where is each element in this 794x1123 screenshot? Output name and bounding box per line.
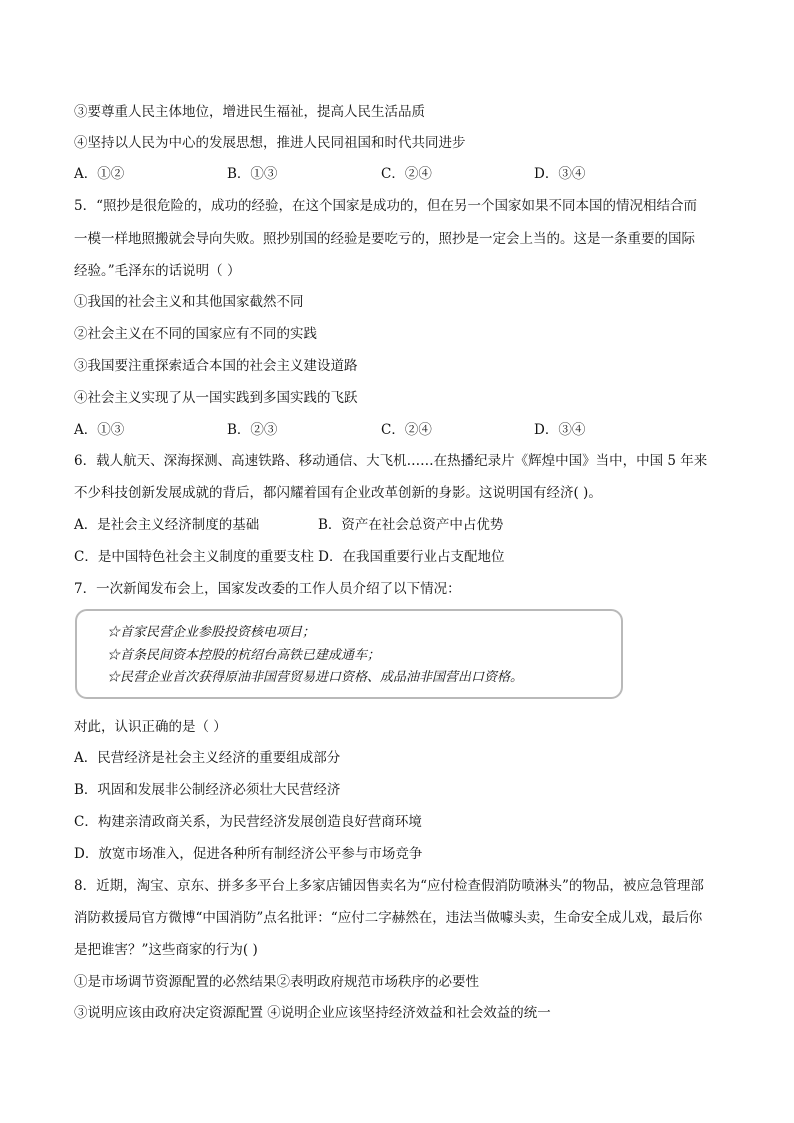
q7-option-c[interactable]: C．构建亲清政商关系，为民营经济发展创造良好营商环境 bbox=[74, 814, 422, 830]
q6-stem-line-2: 不少科技创新发展成就的背后，都闪耀着国有企业改革创新的身影。这说明国有经济( )。 bbox=[74, 485, 602, 501]
q7-info-box bbox=[75, 609, 623, 699]
statement-3: ③要尊重人民主体地位，增进民生福祉，提高人民生活品质 bbox=[74, 104, 425, 120]
q8-stem-line-1: 8．近期，淘宝、京东、拼多多平台上多家店铺因售卖名为“应付检查假消防喷淋头”的物品，被应急管理部 bbox=[74, 878, 704, 894]
q7-option-b[interactable]: B．巩固和发展非公制经济必须壮大民营经济 bbox=[74, 782, 341, 798]
q7-box-item-2: ☆首条民间资本控股的杭绍台高铁已建成通车； bbox=[107, 648, 381, 663]
q8-statements-3-4: ③说明应该由政府决定资源配置 ④说明企业应该坚持经济效益和社会效益的统一 bbox=[74, 1005, 551, 1021]
q6-option-b[interactable]: B．资产在社会总资产中占优势 bbox=[318, 517, 504, 533]
q4-option-b[interactable]: B．①③ bbox=[227, 166, 278, 182]
q5-options bbox=[74, 420, 714, 440]
q7-box-item-3: ☆民营企业首次获得原油非国营贸易进口资格、成品油非国营出口资格。 bbox=[107, 670, 524, 685]
q7-option-d[interactable]: D．放宽市场准入，促进各种所有制经济公平参与市场竞争 bbox=[74, 846, 423, 862]
statement-4: ④坚持以人民为中心的发展思想，推进人民同祖国和时代共同进步 bbox=[74, 135, 466, 151]
q4-option-a[interactable]: A．①② bbox=[74, 166, 125, 182]
q5-statement-3: ③我国要注重探索适合本国的社会主义建设道路 bbox=[74, 358, 358, 374]
q4-option-d[interactable]: D．③④ bbox=[534, 166, 586, 182]
q7-stem: 7．一次新闻发布会上，国家发改委的工作人员介绍了以下情况： bbox=[74, 581, 461, 597]
q7-option-a[interactable]: A．民营经济是社会主义经济的重要组成部分 bbox=[74, 750, 341, 766]
q8-statements-1-2: ①是市场调节资源配置的必然结果②表明政府规范市场秩序的必要性 bbox=[74, 974, 479, 990]
q5-stem-line-2: 一模一样地照搬就会导向失败。照抄别国的经验是要吃亏的，照抄是一定会上当的。这是一条重要的国际 bbox=[74, 231, 695, 247]
q4-option-c[interactable]: C．②④ bbox=[381, 166, 432, 182]
q4-options bbox=[74, 164, 714, 184]
q5-statement-1: ①我国的社会主义和其他国家截然不同 bbox=[74, 294, 304, 310]
q5-option-a[interactable]: A．①③ bbox=[74, 422, 125, 438]
q8-stem-line-2: 消防救援局官方微博“中国消防”点名批评：“应付二字赫然在，违法当做噱头卖，生命安全成儿戏，最后你 bbox=[74, 910, 703, 926]
q5-statement-2: ②社会主义在不同的国家应有不同的实践 bbox=[74, 326, 317, 342]
q7-ask: 对此，认识正确的是（ ） bbox=[74, 719, 227, 735]
q6-options-row-1 bbox=[74, 515, 714, 535]
q7-box-item-1: ☆首家民营企业参股投资核电项目； bbox=[107, 625, 316, 640]
q5-statement-4: ④社会主义实现了从一国实践到多国实践的飞跃 bbox=[74, 390, 358, 406]
q5-option-b[interactable]: B．②③ bbox=[227, 422, 278, 438]
q5-option-d[interactable]: D．③④ bbox=[534, 422, 586, 438]
q5-option-c[interactable]: C．②④ bbox=[381, 422, 432, 438]
q8-stem-line-3: 是把谁害？”这些商家的行为( ) bbox=[74, 942, 258, 958]
q6-options-row-2[interactable]: C．是中国特色社会主义制度的重要支柱 D．在我国重要行业占支配地位 bbox=[74, 549, 505, 565]
q5-stem-line-3: 经验。”毛泽东的话说明（ ） bbox=[74, 263, 241, 279]
q5-stem-line-1: 5．“照抄是很危险的，成功的经验，在这个国家是成功的，但在另一个国家如果不同本国的情况相结合而 bbox=[74, 198, 697, 214]
q6-stem-line-1: 6．载人航天、深海探测、高速铁路、移动通信、大飞机……在热播纪录片《辉煌中国》当中，中国 5 年来 bbox=[74, 453, 708, 469]
q6-option-a[interactable]: A．是社会主义经济制度的基础 bbox=[74, 517, 260, 533]
